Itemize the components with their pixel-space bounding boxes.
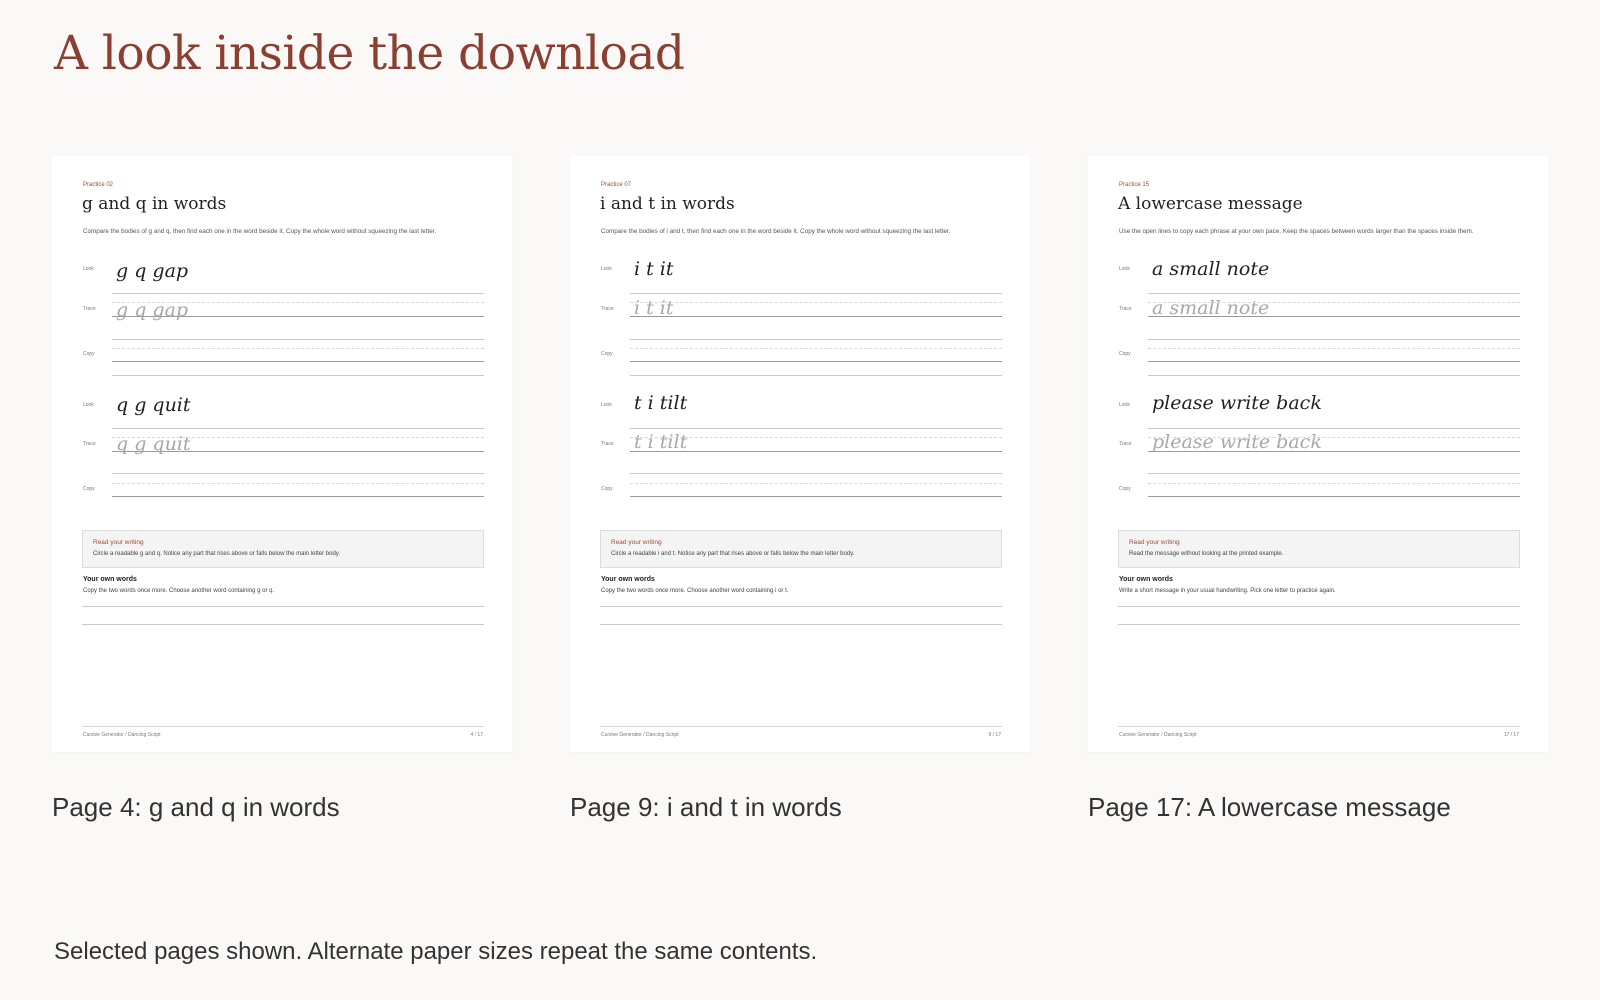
trace-label: Trace xyxy=(601,441,614,447)
note-title: Read your writing xyxy=(1129,539,1180,546)
guide-line xyxy=(112,293,484,294)
trace-example: t i tilt xyxy=(634,431,688,453)
look-example: q g quit xyxy=(116,394,191,416)
guide-line xyxy=(630,339,1002,340)
footer-source: Cursive Generator / Dancing Script xyxy=(1119,732,1197,738)
look-example: a small note xyxy=(1152,258,1270,280)
copy-label: Copy xyxy=(1119,486,1131,492)
worksheet-preview[interactable] xyxy=(1088,156,1548,752)
guide-line xyxy=(630,437,1002,438)
page-title: A look inside the download xyxy=(54,26,685,81)
guide-line xyxy=(112,361,484,362)
look-label: Look xyxy=(83,402,94,408)
preview-card-page-9 xyxy=(570,156,1030,822)
footer-source: Cursive Generator / Dancing Script xyxy=(601,732,679,738)
look-label: Look xyxy=(601,402,612,408)
guide-line xyxy=(1148,428,1520,429)
copy-label: Copy xyxy=(1119,351,1131,357)
guide-line xyxy=(112,339,484,340)
look-label: Look xyxy=(83,266,94,272)
footer-divider xyxy=(600,726,1002,727)
preview-card-page-4 xyxy=(52,156,512,822)
guide-line xyxy=(1148,302,1520,303)
footer-page-number: 9 / 17 xyxy=(988,732,1001,738)
look-example: t i tilt xyxy=(634,392,688,414)
guide-line xyxy=(630,361,1002,362)
worksheet-description: Compare the bodies of i and t, then find each one in the word beside it. Copy the whole word without squeezing the last letter. xyxy=(601,228,951,235)
guide-line xyxy=(112,428,484,429)
own-words-title: Your own words xyxy=(83,576,137,583)
guide-line xyxy=(1148,293,1520,294)
trace-label: Trace xyxy=(1119,441,1132,447)
writing-line xyxy=(82,624,484,625)
trace-label: Trace xyxy=(601,306,614,312)
look-example: please write back xyxy=(1152,392,1322,414)
trace-label: Trace xyxy=(83,441,96,447)
look-label: Look xyxy=(1119,266,1130,272)
look-label: Look xyxy=(1119,402,1130,408)
guide-line xyxy=(630,473,1002,474)
preview-card-page-17 xyxy=(1088,156,1548,822)
trace-example: i t it xyxy=(634,297,674,319)
guide-line xyxy=(1148,451,1520,452)
copy-label: Copy xyxy=(83,351,95,357)
own-words-instructions: Copy the two words once more. Choose another word containing g or q. xyxy=(83,588,275,594)
copy-label: Copy xyxy=(601,486,613,492)
writing-line xyxy=(1118,624,1520,625)
look-label: Look xyxy=(601,266,612,272)
guide-line xyxy=(112,483,484,484)
note-title: Read your writing xyxy=(611,539,662,546)
read-your-writing-box xyxy=(600,530,1002,568)
guide-line xyxy=(630,375,1002,376)
footer-source: Cursive Generator / Dancing Script xyxy=(83,732,161,738)
guide-line xyxy=(112,473,484,474)
note-title: Read your writing xyxy=(93,539,144,546)
guide-line xyxy=(630,428,1002,429)
guide-line xyxy=(1148,483,1520,484)
read-your-writing-box xyxy=(1118,530,1520,568)
trace-label: Trace xyxy=(83,306,96,312)
guide-line xyxy=(630,302,1002,303)
page-preview-gallery xyxy=(52,156,1552,826)
guide-line xyxy=(112,375,484,376)
own-words-instructions: Write a short message in your usual handwriting. Pick one letter to practice again. xyxy=(1119,588,1336,594)
own-words-instructions: Copy the two words once more. Choose another word containing i or t. xyxy=(601,588,789,594)
guide-line xyxy=(1148,496,1520,497)
worksheet-description: Use the open lines to copy each phrase at your own pace. Keep the spaces between words larger than the spaces inside them. xyxy=(1119,228,1474,235)
own-words-title: Your own words xyxy=(1119,576,1173,583)
page-caption: Page 17: A lowercase message xyxy=(1088,792,1451,822)
guide-line xyxy=(1148,348,1520,349)
practice-number: Practice 02 xyxy=(83,182,114,188)
guide-line xyxy=(630,348,1002,349)
copy-label: Copy xyxy=(83,486,95,492)
guide-line xyxy=(112,496,484,497)
guide-line xyxy=(630,483,1002,484)
worksheet-preview[interactable] xyxy=(570,156,1030,752)
practice-number: Practice 15 xyxy=(1119,182,1150,188)
look-example: g q gap xyxy=(116,260,189,282)
writing-line xyxy=(82,606,484,607)
guide-line xyxy=(630,496,1002,497)
guide-line xyxy=(1148,437,1520,438)
guide-line xyxy=(630,293,1002,294)
guide-line xyxy=(112,451,484,452)
worksheet-preview[interactable] xyxy=(52,156,512,752)
guide-line xyxy=(112,302,484,303)
look-example: i t it xyxy=(634,258,674,280)
writing-line xyxy=(600,624,1002,625)
guide-line xyxy=(1148,375,1520,376)
page-caption: Page 9: i and t in words xyxy=(570,792,842,822)
worksheet-title: g and q in words xyxy=(82,194,227,214)
guide-line xyxy=(1148,361,1520,362)
writing-line xyxy=(1118,606,1520,607)
own-words-title: Your own words xyxy=(601,576,655,583)
trace-example: please write back xyxy=(1152,431,1322,453)
worksheet-description: Compare the bodies of g and q, then find each one in the word beside it. Copy the whole word without squeezing the last letter. xyxy=(83,228,437,235)
footer-divider xyxy=(82,726,484,727)
note-text: Read the message without looking at the printed example. xyxy=(1129,551,1284,557)
trace-label: Trace xyxy=(1119,306,1132,312)
guide-line xyxy=(630,451,1002,452)
trace-example: a small note xyxy=(1152,297,1270,319)
read-your-writing-box xyxy=(82,530,484,568)
guide-line xyxy=(1148,339,1520,340)
footer-page-number: 4 / 17 xyxy=(470,732,483,738)
guide-line xyxy=(112,437,484,438)
copy-label: Copy xyxy=(601,351,613,357)
writing-line xyxy=(600,606,1002,607)
guide-line xyxy=(112,316,484,317)
guide-line xyxy=(1148,473,1520,474)
guide-line xyxy=(1148,316,1520,317)
trace-example: g q gap xyxy=(116,299,189,321)
practice-number: Practice 07 xyxy=(601,182,632,188)
guide-line xyxy=(112,348,484,349)
footnote: Selected pages shown. Alternate paper sizes repeat the same contents. xyxy=(54,938,818,965)
guide-line xyxy=(630,316,1002,317)
footer-divider xyxy=(1118,726,1520,727)
worksheet-title: A lowercase message xyxy=(1118,194,1303,214)
page-caption: Page 4: g and q in words xyxy=(52,792,340,822)
footer-page-number: 17 / 17 xyxy=(1503,732,1519,738)
note-text: Circle a readable i and t. Notice any part that rises above or falls below the main letter body. xyxy=(611,551,855,557)
note-text: Circle a readable g and q. Notice any part that rises above or falls below the main letter body. xyxy=(93,551,341,557)
trace-example: q g quit xyxy=(116,433,191,455)
worksheet-title: i and t in words xyxy=(600,194,735,214)
